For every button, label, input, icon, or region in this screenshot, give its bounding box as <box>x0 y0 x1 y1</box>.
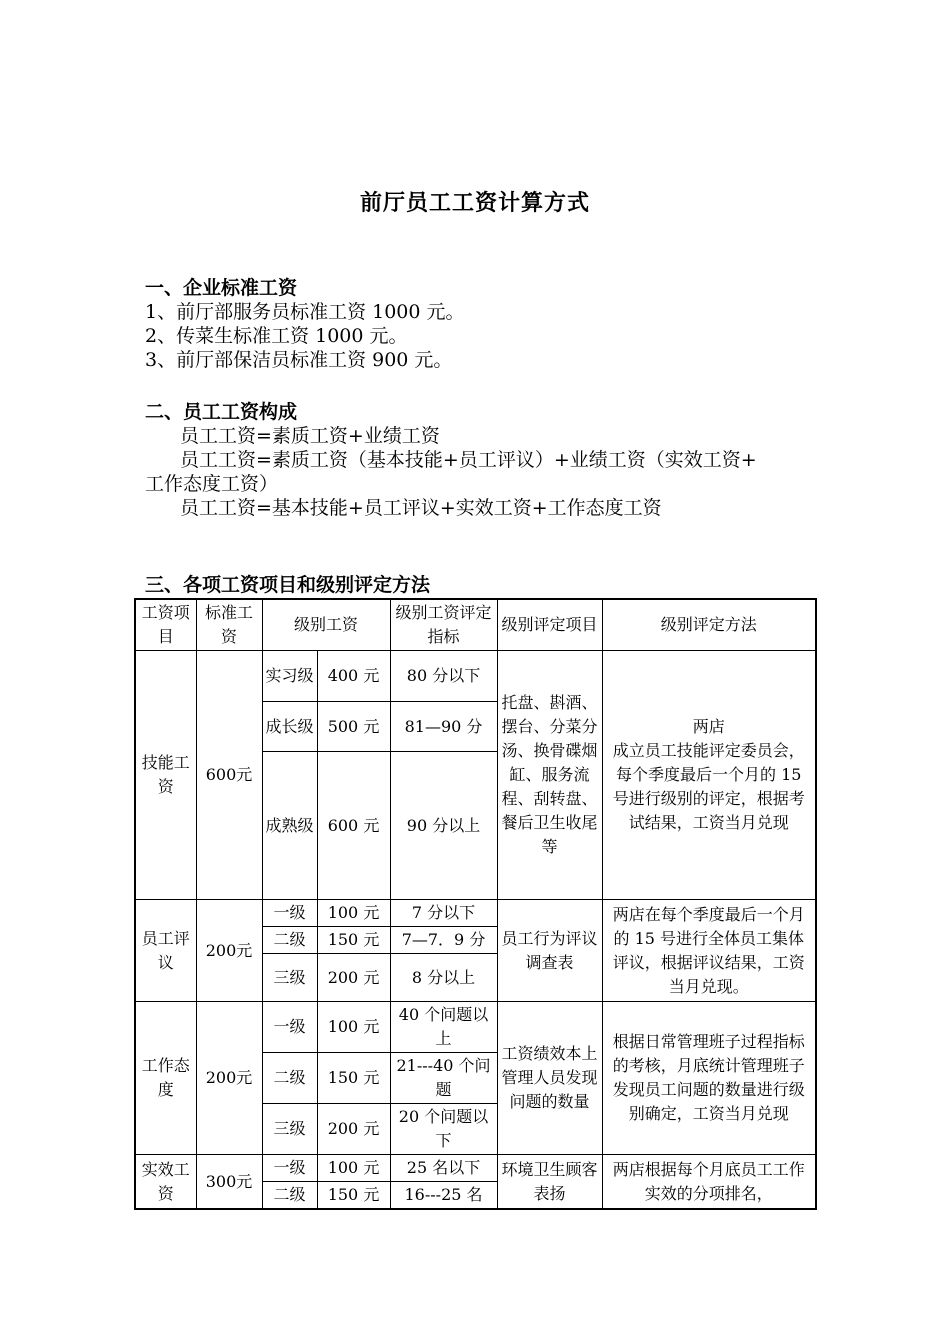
skill-method <box>602 651 816 900</box>
skill-standard: 600元 <box>196 651 262 900</box>
wage-cell: 150 元 <box>317 927 390 954</box>
indicator-cell: 7—7．9 分 <box>390 927 497 954</box>
wage-cell: 600 元 <box>317 752 390 900</box>
indicator-cell: 40 个问题以上 <box>390 1002 497 1053</box>
level-cell: 成长级 <box>262 702 317 752</box>
level-cell: 一级 <box>262 900 317 927</box>
table-row <box>135 1002 816 1053</box>
level-cell: 三级 <box>262 1104 317 1155</box>
indicator-cell: 20 个问题以下 <box>390 1104 497 1155</box>
indicator-cell: 7 分以下 <box>390 900 497 927</box>
level-cell: 成熟级 <box>262 752 317 900</box>
table-row <box>135 1155 816 1182</box>
attitude-eval-item: 工资绩效本上管理人员发现问题的数量 <box>497 1002 602 1155</box>
header-method: 级别评定方法 <box>602 599 816 651</box>
indicator-cell: 16---25 名 <box>390 1182 497 1210</box>
review-method: 两店在每个季度最后一个月的 15 号进行全体员工集体评议，根据评议结果，工资当月兑现。 <box>602 900 816 1002</box>
header-indicator: 级别工资评定指标 <box>390 599 497 651</box>
wage-cell: 150 元 <box>317 1182 390 1210</box>
section-2 <box>145 400 757 520</box>
table-row <box>135 651 816 702</box>
effect-standard: 300元 <box>196 1155 262 1210</box>
attitude-standard: 200元 <box>196 1002 262 1155</box>
table-header-row <box>135 599 816 651</box>
attitude-method: 根据日常管理班子过程指标的考核，月底统计管理班子发现员工问题的数量进行级别确定，工资当月兑现 <box>602 1002 816 1155</box>
indicator-cell: 81—90 分 <box>390 702 497 752</box>
level-cell: 三级 <box>262 954 317 1002</box>
formula-2: 员工工资=素质工资（基本技能+员工评议）+业绩工资（实效工资+ <box>180 449 757 471</box>
table-row <box>135 900 816 927</box>
effect-method: 两店根据每个月底员工工作实效的分项排名， <box>602 1155 816 1210</box>
section-1 <box>145 276 465 372</box>
review-name: 员工评议 <box>135 900 196 1002</box>
wage-cell: 100 元 <box>317 1155 390 1182</box>
section-3 <box>145 573 430 597</box>
skill-method-b: 成立员工技能评定委员会，每个季度最后一个月的 15 号进行级别的评定，根据考试结果，工资当月兑现 <box>612 741 805 832</box>
section-2-heading: 二、员工工资构成 <box>145 401 298 423</box>
wage-cell: 200 元 <box>317 1104 390 1155</box>
header-standard: 标准工资 <box>196 599 262 651</box>
review-eval-item: 员工行为评议调查表 <box>497 900 602 1002</box>
level-cell: 实习级 <box>262 651 317 702</box>
skill-name: 技能工资 <box>135 651 196 900</box>
section-1-item: 1、前厅部服务员标准工资 1000 元。 <box>145 301 465 323</box>
wage-table <box>134 598 817 1210</box>
section-1-item: 2、传菜生标准工资 1000 元。 <box>145 325 408 347</box>
skill-method-a: 两店 <box>692 717 725 736</box>
wage-cell: 150 元 <box>317 1053 390 1104</box>
skill-eval-item: 托盘、斟酒、摆台、分菜分汤、换骨碟烟缸、服务流程、刮转盘、餐后卫生收尾等 <box>497 651 602 900</box>
indicator-cell: 21---40 个问题 <box>390 1053 497 1104</box>
wage-cell: 100 元 <box>317 1002 390 1053</box>
formula-1: 员工工资=素质工资+业绩工资 <box>180 425 440 447</box>
effect-name: 实效工资 <box>135 1155 196 1210</box>
level-cell: 二级 <box>262 1182 317 1210</box>
indicator-cell: 90 分以上 <box>390 752 497 900</box>
header-level-wage: 级别工资 <box>262 599 390 651</box>
section-1-heading: 一、企业标准工资 <box>145 277 298 299</box>
attitude-name: 工作态度 <box>135 1002 196 1155</box>
formula-3: 员工工资=基本技能+员工评议+实效工资+工作态度工资 <box>180 497 662 519</box>
indicator-cell: 8 分以上 <box>390 954 497 1002</box>
level-cell: 一级 <box>262 1002 317 1053</box>
header-eval-item: 级别评定项目 <box>497 599 602 651</box>
wage-cell: 400 元 <box>317 651 390 702</box>
document-title: 前厅员工工资计算方式 <box>359 191 590 216</box>
section-3-heading: 三、各项工资项目和级别评定方法 <box>145 574 431 596</box>
level-cell: 二级 <box>262 1053 317 1104</box>
wage-cell: 100 元 <box>317 900 390 927</box>
formula-2-continued: 工作态度工资） <box>145 473 279 495</box>
review-standard: 200元 <box>196 900 262 1002</box>
level-cell: 一级 <box>262 1155 317 1182</box>
level-cell: 二级 <box>262 927 317 954</box>
indicator-cell: 80 分以下 <box>390 651 497 702</box>
wage-cell: 200 元 <box>317 954 390 1002</box>
wage-cell: 500 元 <box>317 702 390 752</box>
section-1-item: 3、前厅部保洁员标准工资 900 元。 <box>145 349 453 371</box>
effect-eval-item: 环境卫生顾客表扬 <box>497 1155 602 1210</box>
indicator-cell: 25 名以下 <box>390 1155 497 1182</box>
header-item: 工资项目 <box>135 599 196 651</box>
